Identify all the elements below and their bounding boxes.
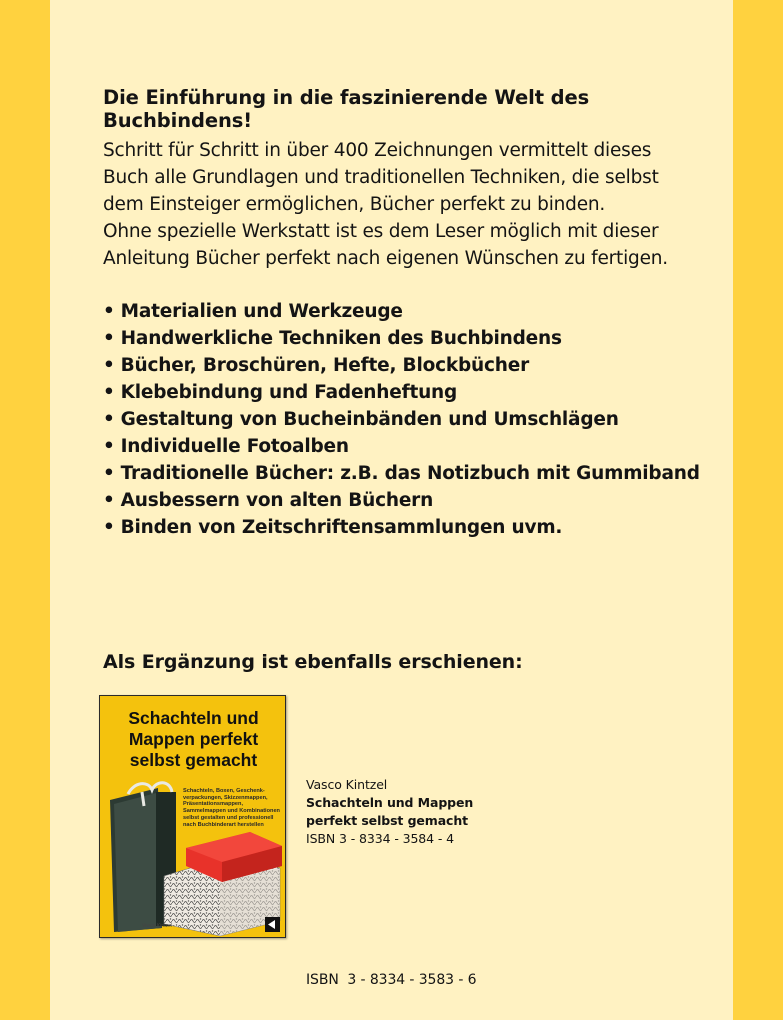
book-isbn: ISBN 3 - 8334 - 3584 - 4 (306, 831, 455, 846)
cover-blurb-line: nach Buchbinderart herstellen (183, 821, 264, 828)
feature-item: • Traditionelle Bücher: z.B. das Notizbuch mit Gummiband (103, 460, 700, 487)
intro-line: Ohne spezielle Werkstatt ist es dem Leser möglich mit dieser (103, 221, 659, 242)
cover-blurb-line: Präsentationsmappen, (183, 801, 243, 808)
feature-item: • Materialien und Werkzeuge (103, 298, 700, 325)
intro-line: dem Einsteiger ermöglichen, Bücher perfekt zu binden. (103, 194, 606, 215)
feature-list (103, 298, 700, 541)
related-book-info (306, 776, 473, 848)
supplement-heading: Als Ergänzung ist ebenfalls erschienen: (103, 651, 523, 673)
cover-blurb-line: verpackungen, Skizzenmappen, (183, 794, 268, 801)
feature-item: • Ausbessern von alten Büchern (103, 487, 700, 514)
book-title-line: perfekt selbst gemacht (306, 813, 469, 828)
feature-item: • Klebebindung und Fadenheftung (103, 379, 700, 406)
cover-title-line: Schachteln und (128, 708, 259, 728)
feature-item: • Bücher, Broschüren, Hefte, Blockbücher (103, 352, 700, 379)
cover-blurb-line: selbst gestalten und professionell (183, 814, 274, 821)
cover-blurb (183, 788, 283, 828)
cover-title-line: selbst gemacht (129, 750, 258, 770)
cover-title-line: Mappen perfekt (128, 729, 259, 749)
cover-author: Vasco Kintzel (142, 923, 172, 929)
cover-blurb-line: Sammelmappen und Kombinationen (183, 808, 280, 815)
back-cover-page (50, 0, 733, 1020)
cover-blurb-line: Schachteln, Boxen, Geschenk- (183, 788, 265, 794)
headline: Die Einführung in die faszinierende Welt des Buchbindens! (103, 86, 590, 132)
intro-line: Anleitung Bücher perfekt nach eigenen Wünschen zu fertigen. (103, 248, 668, 269)
ribbon-tail (142, 792, 144, 806)
isbn-main: ISBN 3 - 8334 - 3583 - 6 (306, 972, 477, 988)
feature-item: • Individuelle Fotoalben (103, 433, 700, 460)
feature-item: • Gestaltung von Bucheinbänden und Umschlägen (103, 406, 700, 433)
feature-item: • Handwerkliche Techniken des Buchbindens (103, 325, 700, 352)
book-author: Vasco Kintzel (306, 777, 388, 792)
book-title-line: Schachteln und Mappen (306, 795, 474, 810)
intro-text (103, 137, 703, 272)
cover-title (100, 708, 286, 771)
folder-front (114, 792, 162, 932)
intro-line: Buch alle Grundlagen und traditionellen Techniken, die selbst (103, 167, 659, 188)
feature-item: • Binden von Zeitschriftensammlungen uvm. (103, 514, 700, 541)
related-book-cover (99, 695, 286, 938)
intro-line: Schritt für Schritt in über 400 Zeichnungen vermittelt dieses (103, 140, 652, 161)
